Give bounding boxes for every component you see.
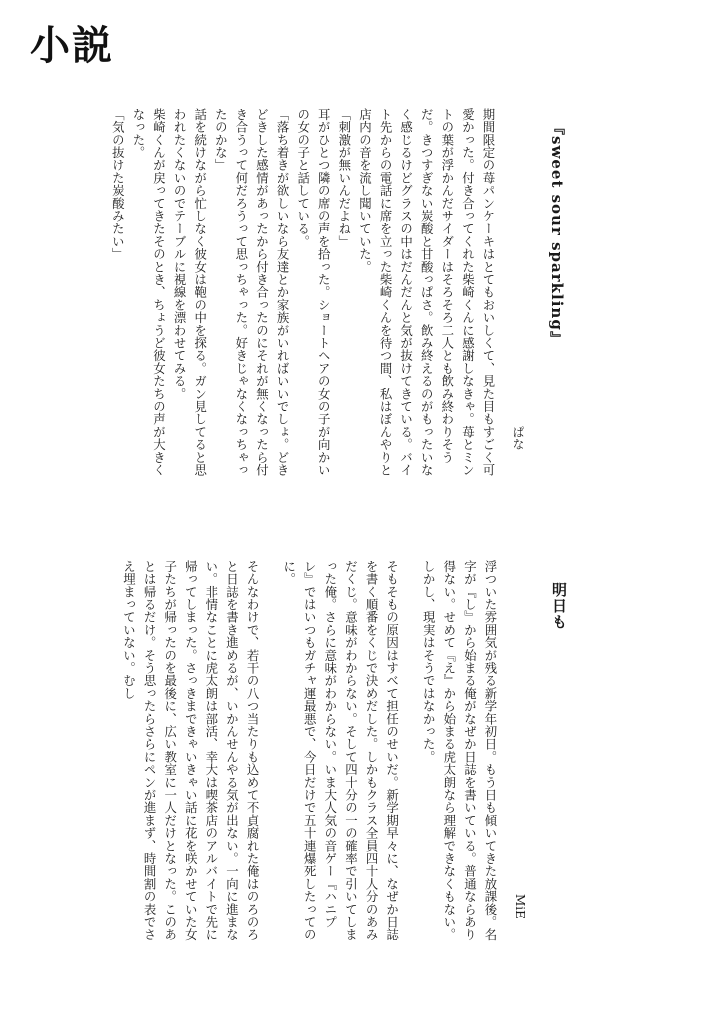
story-title: 明日も [550,582,568,630]
story-author: ぱな [511,426,525,450]
paragraph: 話を続けながら忙しなく彼女は鞄の中を探る。ガン見してると思われたくないのでテーブルに視線を漂わせてみる。 [172,108,208,477]
paragraph: 「刺激が無いんだよね」 [336,108,352,248]
paragraph: 柴崎くんが戻ってきたそのとき、ちょうど彼女たちの声が大きくなった。 [130,108,167,477]
paragraph: そんなわけで、若干の八つ当たりも込めて不貞腐れた俺はのろのろと日誌を書き進めるが、いかんせんやる気が出ない。一向に進まない。非情なことに虎太朗は部活、幸大は喫茶店のアルバイトで先に帰ってしまった。さっきまできゃいきゃい話に花を咲かせていた女子たちが帰ったのを最後に、広い教室に一人だけとなった。このあとは帰るだけ。そう思ったらさらにペンが進まず、時間割の表でさえ埋まっていない。むし [121,560,261,941]
story-title: 『sweet sour sparkling』 [548,120,566,347]
story-ashita-mo [112,560,572,942]
paragraph: そもそもの原因はすべて担任のせいだ。新学期早々に、なぜか日誌を書く順番をくじで決めだした。しかもクラス全員四十人分のあみだくじ。意味がわからない。そして四十分の一の確率で引いてしまった俺。さらに意味がわからない。いま大人気の音ゲー『ハニプレ』ではいつもガチャ運最悪で、今日だけで五十連爆死したってのに。 [281,560,400,941]
paragraph: 「気の抜けた炭酸みたい」 [110,108,126,261]
paragraph: 「落ち着きが欲しいなら友達とか家族がいればいいでしょ。どきどきした感情があったから付き合ったのにそれが無くなったら付き合うって何だろうって思っちゃった。好きじゃなくなっちゃったのかな」 [213,108,291,477]
story-author: MiE [513,894,527,919]
paragraph-gap [402,560,418,942]
story-body [118,560,500,942]
paragraph-gap [262,560,278,942]
story-body [110,108,498,480]
paragraph: 期間限定の苺パンケーキはとてもおいしくて、見た目もすごく可愛かった。付き合ってくれた柴崎くんに感謝しなきゃ。苺とミントの葉が浮かんだサイダーはそろそろ二人とも飲み終わりそうだ。きつすぎない炭酸と甘酸っぱさ。飲み終えるのがもったいなく感じるけどグラスの中はだんだんと気が抜けてきている。バイト先からの電話に席を立った柴崎くんを待つ間、私はぼんやりと店内の音を流し聞いていた。 [357,108,496,477]
paragraph: 浮ついた雰囲気が残る新学年初日。もう日も傾いてきた放課後。名字が『し』から始まる俺がなぜか日誌を書いている。普通ならあり得ない。せめて『え』から始まる虎太朗なら理解できなくもない。しかし、現実はそうではなかった。 [421,560,498,941]
story-sweet-sour-sparkling [110,108,570,480]
section-title: 小説 [30,22,114,69]
paragraph: 耳がひとつ隣の席の声を拾った。ショートヘアの女の子が向かいの女の子と話している。 [295,108,332,477]
